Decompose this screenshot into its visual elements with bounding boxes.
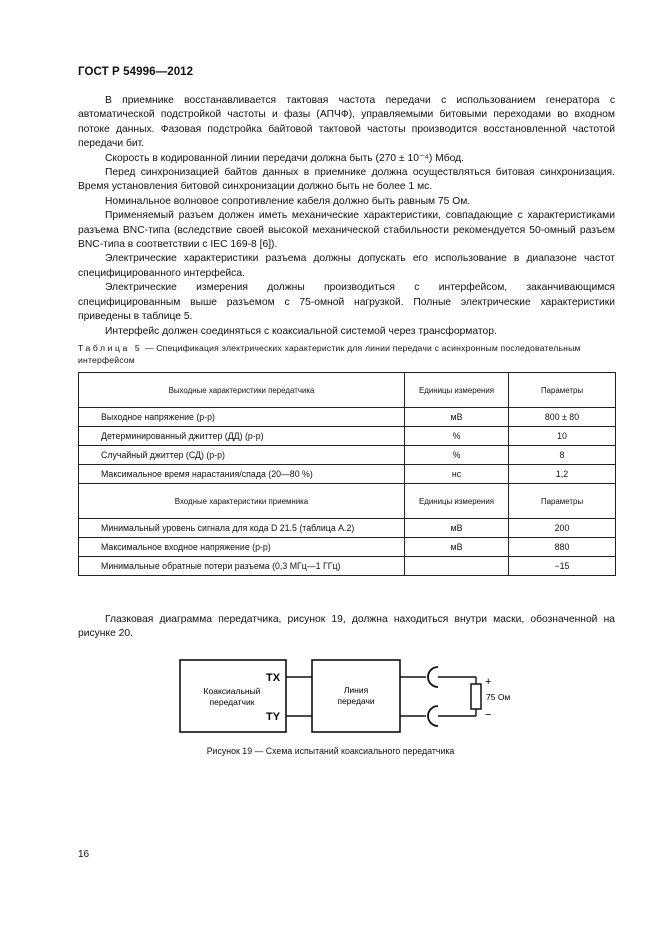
- resistor-icon: [471, 684, 481, 709]
- ty-label: TY: [266, 711, 281, 723]
- transmitter-label-2: передатчик: [209, 697, 255, 707]
- table-cell: нс: [405, 465, 509, 484]
- table-cell: 10: [509, 427, 616, 446]
- table-cell: 800 ± 80: [509, 408, 616, 427]
- table-header-cell: Единицы измерения: [405, 484, 509, 519]
- tx-label: TX: [266, 672, 281, 684]
- table-cell: Минимальные обратные потери разъема (0,3 МГц—1 ГГц): [79, 557, 405, 576]
- table-cell: %: [405, 427, 509, 446]
- table-cell: мВ: [405, 538, 509, 557]
- connector-top-icon: [428, 667, 438, 687]
- table-row: [79, 446, 616, 465]
- table-cell: %: [405, 446, 509, 465]
- table-row: [79, 557, 616, 576]
- table-row: [79, 519, 616, 538]
- connector-bottom-icon: [428, 706, 438, 726]
- table-cell: 200: [509, 519, 616, 538]
- paragraph: Глазковая диаграмма передатчика, рисунок 19, должна находиться внутри маски, обозначенной на рисунке 20.: [78, 614, 615, 640]
- table-caption-text: — Спецификация электрических характеристик для линии передачи с асинхронным последовательным интерфейсом: [78, 343, 581, 365]
- spec-table: [78, 372, 616, 576]
- table-row: [79, 408, 616, 427]
- paragraph: Номинальное волновое сопротивление кабеля должно быть равным 75 Ом.: [105, 195, 471, 207]
- paragraph: Интерфейс должен соединяться с коаксиальной системой через трансформатор.: [105, 325, 497, 337]
- table-caption-label: Таблица 5: [78, 343, 143, 353]
- test-circuit-diagram: [170, 650, 520, 742]
- paragraph: В приемнике восстанавливается тактовая частота передачи с использованием генератора с автоматической подстройкой частоты и фазы (АПЧФ), управляемыми битовыми переходами во входном потоке данных. Фазовая подстройка байтовой тактовой частоты производится восстановленной частотой передачи бит.: [78, 95, 615, 150]
- table-cell: мВ: [405, 408, 509, 427]
- table-row: [79, 427, 616, 446]
- table-cell: [405, 557, 509, 576]
- figure-caption: Рисунок 19 — Схема испытаний коаксиального передатчика: [206, 746, 455, 756]
- paragraph: Применяемый разъем должен иметь механические характеристики, совпадающие с характеристиками разъема BNC-типа (вследствие своей высокой механической стабильности рекомендуется 50-омный разъем BNC-типа в соответствии с IEC 169-8 [6]).: [78, 210, 615, 251]
- table-cell: Максимальное входное напряжение (р-р): [79, 538, 405, 557]
- line-label-1: Линия: [343, 685, 369, 695]
- transmitter-label-1: Коаксиальный: [203, 686, 261, 696]
- minus-sign: −: [485, 709, 492, 721]
- table-cell: 1,2: [509, 465, 616, 484]
- table-header-cell: Параметры: [509, 484, 616, 519]
- table-header-cell: Единицы измерения: [405, 373, 509, 408]
- table-cell: Максимальное время нарастания/спада (20—80 %): [79, 465, 405, 484]
- plus-sign: +: [485, 676, 492, 688]
- table-row: [79, 538, 616, 557]
- table-header-cell: Параметры: [509, 373, 616, 408]
- paragraph: Перед синхронизацией байтов данных в приемнике должна осуществляться битовая синхронизация. Время установления битовой синхронизации должно быть не более 1 мс.: [78, 167, 615, 193]
- paragraph: Электрические измерения должны производиться с интерфейсом, заканчивающимся специфицированным выше разъемом с 75-омной нагрузкой. Полные электрические характеристики приведены в таблице 5.: [78, 282, 615, 323]
- table-cell: 8: [509, 446, 616, 465]
- paragraph: Электрические характеристики разъема должны допускать его использование в диапазоне частот специфицированного интерфейса.: [78, 253, 615, 279]
- table-cell: Случайный джиттер (СД) (р-р): [79, 446, 405, 465]
- paragraph: Скорость в кодированной линии передачи должна быть (270 ± 10⁻⁴) Мбод.: [105, 152, 464, 164]
- table-cell: мВ: [405, 519, 509, 538]
- table-caption: [78, 342, 615, 366]
- load-value-label: 75 Ом: [486, 692, 511, 702]
- table-cell: 880: [509, 538, 616, 557]
- table-cell: −15: [509, 557, 616, 576]
- table-header-cell: Входные характеристики приемника: [79, 484, 405, 519]
- line-label-2: передачи: [337, 696, 375, 706]
- table-header-row: [79, 484, 616, 519]
- table-row: [79, 465, 616, 484]
- table-header-row: [79, 373, 616, 408]
- table-cell: Минимальный уровень сигнала для кода D 21.5 (таблица А.2): [79, 519, 405, 538]
- table-cell: Детерминированный джиттер (ДД) (р-р): [79, 427, 405, 446]
- body-text: [78, 94, 615, 339]
- table-cell: Выходное напряжение (р-р): [79, 408, 405, 427]
- reference-text: [78, 613, 615, 642]
- document-header: ГОСТ Р 54996—2012: [78, 66, 194, 78]
- page-number: 16: [78, 849, 90, 860]
- table-header-cell: Выходные характеристики передатчика: [79, 373, 405, 408]
